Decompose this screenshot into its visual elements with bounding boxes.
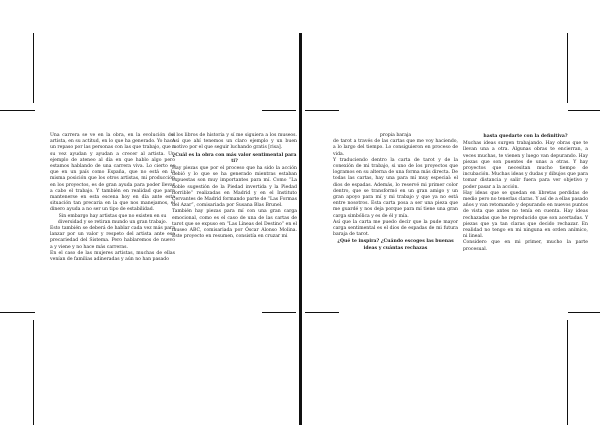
text-column-2 — [172, 133, 297, 303]
crop-mark-bottom-center-right — [305, 312, 339, 313]
crop-mark-bottom-center-left — [262, 312, 296, 313]
crop-mark-bottom-right — [568, 312, 600, 313]
right-page — [308, 133, 588, 303]
body-paragraph: Hay piezas que por el proceso que ha sido la acción debió y lo que se ha generado mientras estaban expuestas son muy importantes para mí. Como “La doble sugestión de la Piedad invertida y la Piedad horrible” realizadas en Madrid y en el Instituto Cervantes de Madrid formando parte de “Las Formas del Azar”, comisariada por Susana Blas Brunel. — [172, 166, 297, 209]
left-page — [40, 133, 295, 303]
body-paragraph: Esto también se deberá de hablar cada vez más para lanzar por un valor y respeto del artista ante esa precariedad del Sistema. Pero hablaremos de nuevo a y viene y no hace más carreras. — [50, 226, 175, 250]
body-paragraph: Hay ideas que se quedan en libretas perdidas de medio pero no tenerlas claras. Y así de a ellas pasado años y van retomando y depurando en nuevos puntos de vista que antes no tenía en cuenta. Hay ideas rechazadas que he reproducido que son acertadas. Y piezas que ya tan claras que decido rechazar. En realidad no tengo en mi ninguna en orden anímico, ni lineal. — [463, 190, 588, 240]
body-paragraph: Una carrera se ve en la obra, en la evolución del artista, en su actitud, en lo que ha generado. Yo hace un repaso por las personas con las que trabajo, que a su vez ayudan y ayudan a crecer al artista. Un ejemplo de ateneo al día en que hablo algo pero estamos hablando de una carrera viva. Lo cierto es que en un país como España, que no está en la misma posición que los otros artistas, mi producción en los proyectos, es de gran ayuda para poder llevar a cabo el trabajo. Y también en realidad que para mantenerse en esta escena hoy en día ante esta situación tan precaria en la que nos manejamos, el dinero ayuda a no ser un tipo de estabilidad. — [50, 133, 175, 213]
body-paragraph: Así que la carta me puedo decir que la pude mayor carga sentimental es el dios de espadas de mi futura baraja de tarot. — [333, 219, 458, 238]
crop-mark-top-right — [568, 110, 600, 111]
text-column-3 — [333, 133, 458, 303]
body-paragraph: También hay piezas para mí con una gran carga emocional, como es el caso de una de las cartas de tarot que se expuso en “Las Líneas del Destino” en el museo ABC, comisariada por Óscar Alonso Molina. Este proyecto en resumen, consistía en cruzar mi — [172, 209, 297, 240]
crop-mark-left-top — [33, 33, 34, 103]
crop-mark-top-center-right — [305, 110, 339, 111]
body-paragraph: propia baraja — [379, 133, 412, 138]
body-paragraph: de tarot a través de las cartas que me voy haciendo, a lo largo del tiempo. Lo consiguieron en proceso de vida. — [333, 139, 458, 157]
body-paragraph: Sin embargo hay artistas que no existen en su diversidad y se retiran mundo un gran trabajo. — [57, 213, 168, 225]
crop-mark-bottom-left — [0, 312, 35, 313]
text-column-1 — [50, 133, 175, 303]
crop-mark-right-bottom — [567, 320, 568, 425]
body-paragraph: a los libros de historia y sí me siguiera a los museos. Así que ahí tenemos un claro ejemplo y un buen motivo por el que seguir luchando gratis [risa]. — [172, 133, 297, 151]
text-column-4 — [463, 133, 588, 303]
body-paragraph: En el caso de las mujeres artistas, muchas de ellas venían de familias adineradas y aún no han pasado — [50, 250, 175, 263]
crop-mark-top-center-left — [262, 110, 296, 111]
crop-mark-right-top — [567, 33, 568, 103]
crop-mark-top-left — [0, 110, 35, 111]
crop-mark-left-bottom — [33, 320, 34, 425]
body-paragraph: Considero que en mi primer, mucho la parte procesual. — [463, 240, 588, 252]
interview-question: hasta quedarte con la definitiva? — [483, 134, 568, 139]
page-spine — [299, 33, 302, 425]
interview-question: ¿Qué te inspira? ¿Cuándo escoges las buenas ideas y cuántas rechazas — [337, 239, 454, 251]
interview-question: ¿Cuál es la obra con más valor sentimental para ti? — [172, 152, 297, 164]
body-paragraph: Y traduciendo dentro la carta de tarot y de la conexión de mi trabajo, si uno de los proyectos que logramos en su alterna de una forma más directa. De todas las cartas, hay una para mí muy especial: el dios de espadas. Además, lo reservé mi primer color dentro, que se transformó en un gran amigo y un gran apoyo para mí y mi trabajo y que ya no está entre nosotros. Esta carta posa a ser una pieza que me guardé y nos deja porque para mí tiene una gran carga simbólica y es de él y mía. — [333, 157, 458, 219]
body-paragraph: Muchas ideas surgen trabajando. Hay obras que te llevan una a otra. Algunas obras te encierran, a veces muchas, te vienen y luego van depurando. Hay piezas que son puentes de unas a otras. Y hay proyectos que necesitan mucho tiempo de incubación. Muchas ideas y dudas y dibujos que para tomar distancia y salir fuera para ver objetivo y poder pasar a la acción. — [463, 141, 588, 190]
